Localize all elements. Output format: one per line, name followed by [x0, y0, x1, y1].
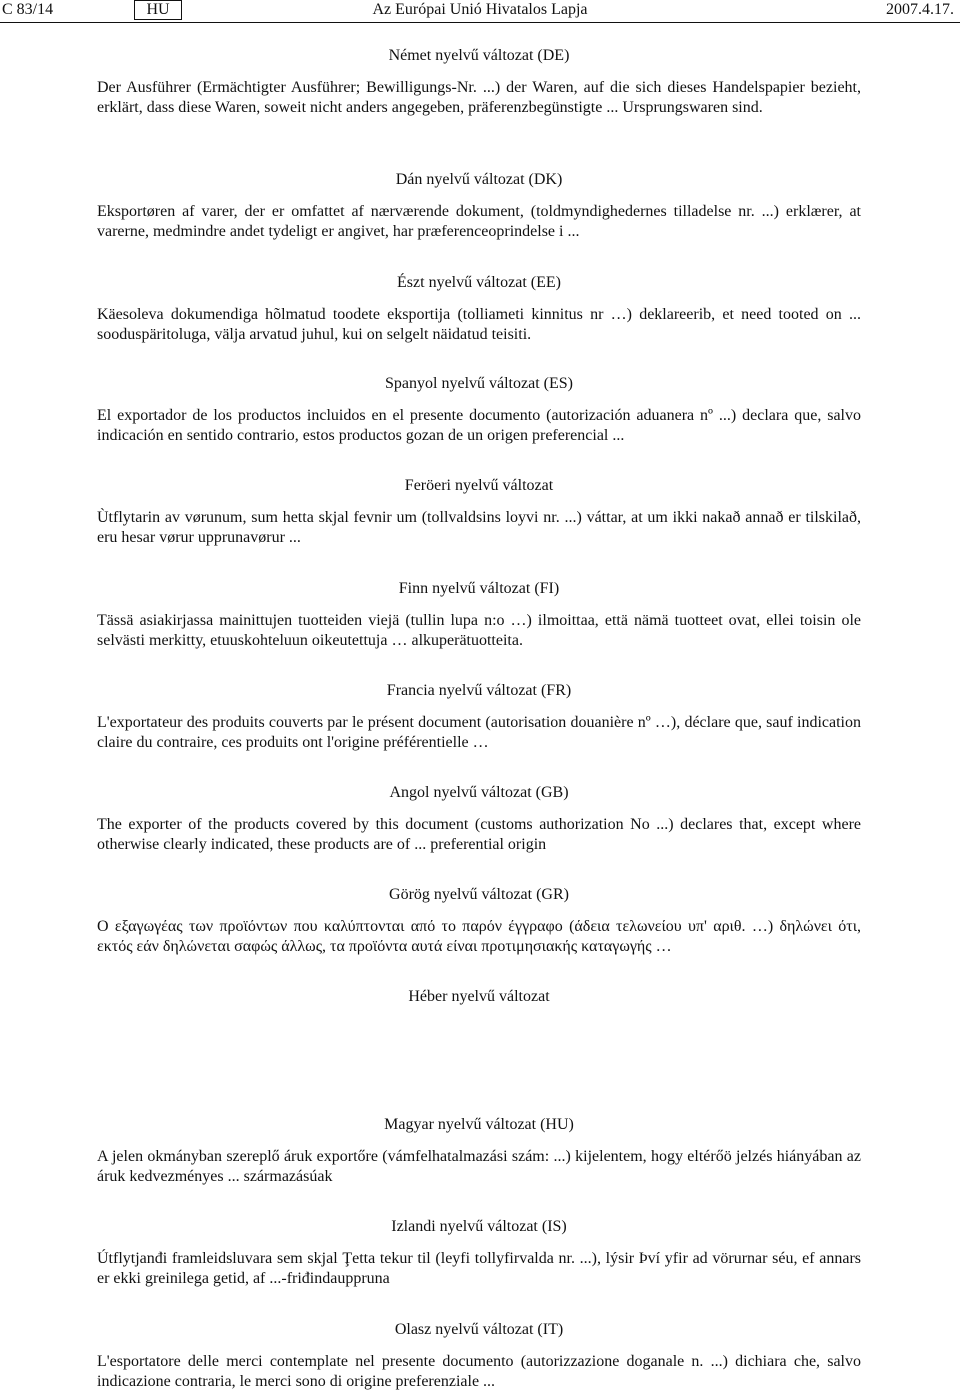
section-text: The exporter of the products covered by this document (customs authorization No ...) declares that, except where otherwise clearly indicated, these products are of ... preferential origin: [97, 816, 861, 853]
page-number: C 83/14: [2, 1, 54, 18]
section-text: Útflytjanđi framleidsluvara sem skjal Ţetta tekur til (leyfi tollyfirvalda nr. ...), lýsir Því yfir ad vörurnar séu, ef annars er ekki greinilega getid, af ...-friđindauppruna: [97, 1250, 861, 1287]
section-text: Ùtflytarin av vørunum, sum hetta skjal fevnir um (tollvaldsins loyvi nr. ...) váttar, at um ikki nakað annað er tilskilað, eru hesar vørur upprunavørur ...: [97, 509, 861, 546]
publication-date: 2007.4.17.: [886, 1, 954, 18]
section-is: [97, 1217, 861, 1289]
section-title: Görög nyelvű változat (GR): [389, 886, 569, 903]
section-title: Francia nyelvű változat (FR): [386, 682, 572, 699]
section-ee: [97, 273, 861, 345]
section-title: Angol nyelvű változat (GB): [389, 784, 569, 801]
hebrew-text-image: [97, 1020, 861, 1072]
section-text: El exportador de los productos incluidos en el presente documento (autorización aduanera nº ...) declara que, salvo indicación en sentido contrario, estos productos gozan de un origen preferencial ...: [97, 407, 861, 444]
section-title: Dán nyelvű változat (DK): [395, 171, 563, 188]
header-rule: [0, 22, 960, 23]
section-title: Magyar nyelvű változat (HU): [384, 1116, 574, 1133]
section-es: [97, 374, 861, 446]
section-title: Feröeri nyelvű változat: [404, 477, 554, 494]
section-text: L'exportateur des produits couverts par le présent document (autorisation douanière nº …), déclare que, sauf indication claire du contraire, ces produits ont l'origine préférentielle …: [97, 714, 861, 751]
section-fi: [97, 579, 861, 651]
journal-title: Az Európai Unió Hivatalos Lapja: [372, 1, 588, 18]
section-title: Spanyol nyelvű változat (ES): [385, 375, 573, 392]
section-text: Tässä asiakirjassa mainittujen tuotteiden viejä (tullin lupa n:o …) ilmoittaa, että nämä tuotteet ovat, ellei toisin ole selvästi merkitty, etuuskohteluun oikeutettuja … alkuperätuotteita.: [97, 612, 861, 649]
section-fr: [97, 681, 861, 753]
section-title: Olasz nyelvű változat (IT): [394, 1321, 564, 1338]
section-text: Der Ausführer (Ermächtigter Ausführer; Bewilligungs-Nr. ...) der Waren, auf die sich dieses Handelspapier bezieht, erklärt, dass diese Waren, soweit nicht anders angegeben, präferenzbegünstigte ... Ursprungswaren sind.: [97, 79, 861, 116]
section-dk: [97, 170, 861, 242]
section-title: Észt nyelvű változat (EE): [397, 274, 561, 291]
section-title: Finn nyelvű változat (FI): [398, 580, 560, 597]
section-text: Käesoleva dokumendiga hõlmatud toodete eksportija (tolliameti kinnitus nr …) deklareerib, et need tooted on ... sooduspäritoluga, välja arvatud juhul, kui on selgelt näidatud teisiti.: [97, 306, 861, 343]
section-text: Ο εξαγωγέας των προϊόντων που καλύπτονται από το παρόν έγγραφο (άδεια τελωνείου υπ' αριθ. …) δηλώνει ότι, εκτός εάν δηλώνεται σαφώς άλλως, τα προϊόντα αυτά είναι προτιμησιακής καταγωγής …: [97, 918, 861, 955]
section-gr: [97, 885, 861, 957]
section-hu: [97, 1115, 861, 1187]
section-title: Izlandi nyelvű változat (IS): [391, 1218, 567, 1235]
section-text: A jelen okmányban szereplő áruk exportőre (vámfelhatalmazási szám: ...) kijelentem, hogy eltérőö jelzés hiányában az áruk kedvezményes ... származásúak: [97, 1148, 861, 1185]
section-text: Eksportøren af varer, der er omfattet af nærværende dokument, (toldmyndighedernes tilladelse nr. ...) erklærer, at varerne, medmindre andet tydeligt er angivet, har præferenceoprindelse i ...: [97, 203, 861, 240]
section-title: Német nyelvű változat (DE): [388, 47, 570, 64]
section-text: L'esportatore delle merci contemplate nel presente documento (autorizzazione doganale n. ...) dichiara che, salvo indicazione contraria, le merci sono di origine preferenziale ...: [97, 1353, 861, 1390]
section-de: [97, 46, 861, 118]
section-it: [97, 1320, 861, 1392]
language-code-box: HU: [134, 0, 182, 20]
section-gb: [97, 783, 861, 855]
section-fo: [97, 476, 861, 548]
section-he: [97, 987, 861, 1007]
section-title: Héber nyelvű változat: [408, 988, 550, 1005]
